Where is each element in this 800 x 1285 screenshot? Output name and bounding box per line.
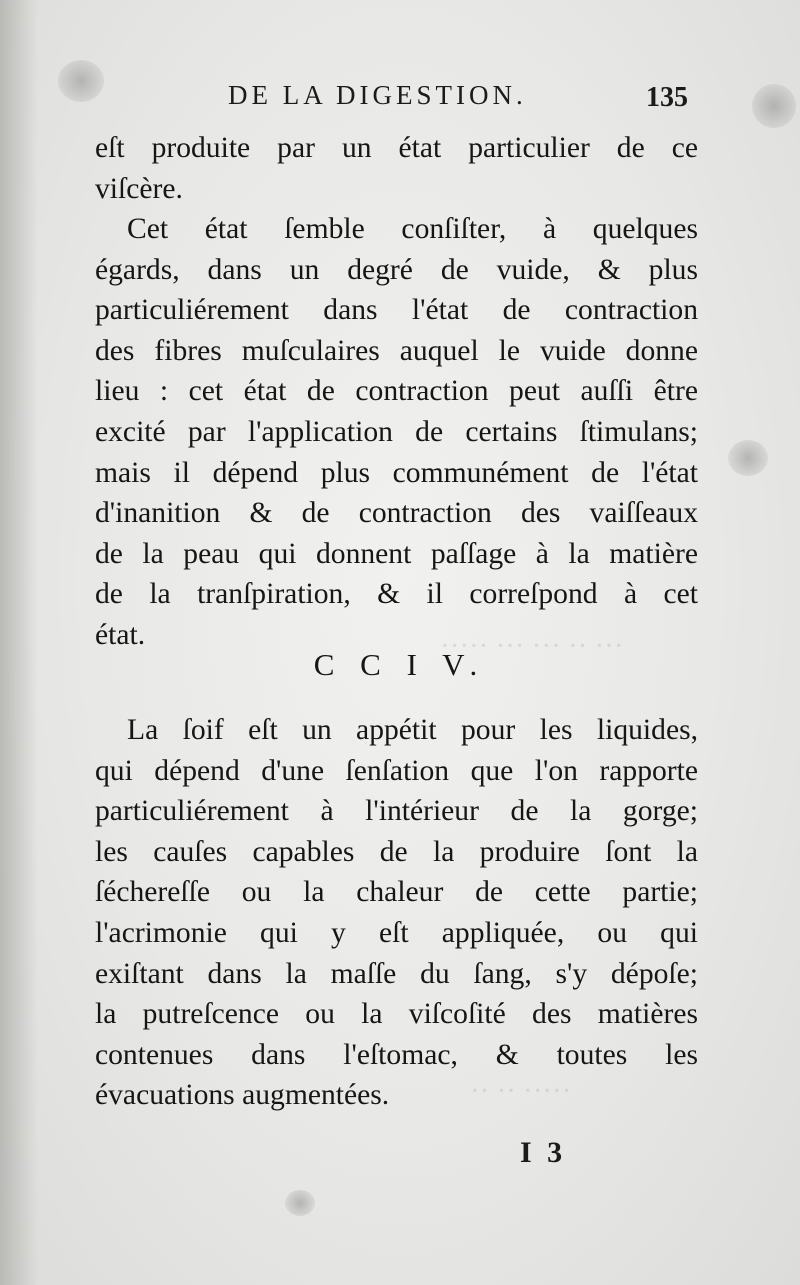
text-line: l'acrimonie qui y eſt appliquée, ou qui [95,916,698,949]
text-line: qui dépend d'une ſenſation que l'on rapporte [95,754,698,787]
text-line: particuliérement dans l'état de contraction [95,294,698,327]
text-line: excité par l'application de certains ſtimulans; [95,415,698,448]
section-heading: C C I V. [313,647,487,682]
running-head: DE LA DIGESTION. [228,80,527,110]
text-line: particuliérement à l'intérieur de la gorge; [95,795,698,828]
foxing-spot [285,1190,315,1216]
spine-shadow [0,0,38,1285]
page-number: 135 [646,82,688,113]
text-line: eſt produite par un état particulier de ce [95,132,698,164]
text-line: la putreſcence ou la viſcoſité des matières [95,998,698,1031]
text-line: mais il dépend plus communément de l'état [95,456,698,489]
text-line: de la peau qui donnent paſſage à la matière [95,537,698,570]
foxing-spot [752,84,796,128]
text-line: égards, dans un degré de vuide, & plus [95,253,698,286]
text-line: des fibres muſculaires auquel le vuide donne [95,334,698,367]
text-line: d'inanition & de contraction des vaiſſeaux [95,497,698,530]
text-line: exiſtant dans la maſſe du ſang, s'y dépoſe; [95,957,698,990]
text-line: état. [95,618,146,651]
signature-mark: I 3 [520,1136,567,1169]
foxing-spot [58,60,104,102]
paragraph [95,128,698,209]
text-line: lieu : cet état de contraction peut auſſi être [95,375,698,408]
text-line: de la tranſpiration, & il correſpond à cet [95,578,698,611]
bleed-through: ··· ·· ··· ··· ····· [440,630,624,662]
text-line: La ſoif eſt un appétit pour les liquides, [127,714,698,746]
bleed-through: ····· ·· ·· [470,1075,572,1107]
text-line: évacuations augmentées. [95,1079,390,1112]
text-line: les cauſes capables de la produire ſont la [95,835,698,868]
page-header [228,80,688,120]
text-line: viſcère. [95,172,183,205]
paragraph [95,710,698,1116]
text-line: Cet état ſemble conſiſter, à quelques [127,213,698,245]
paragraph [95,209,698,656]
foxing-spot [728,440,768,476]
text-line: contenues dans l'eſtomac, & toutes les [95,1038,698,1071]
text-line: ſéchereſſe ou la chaleur de cette partie; [95,876,698,909]
